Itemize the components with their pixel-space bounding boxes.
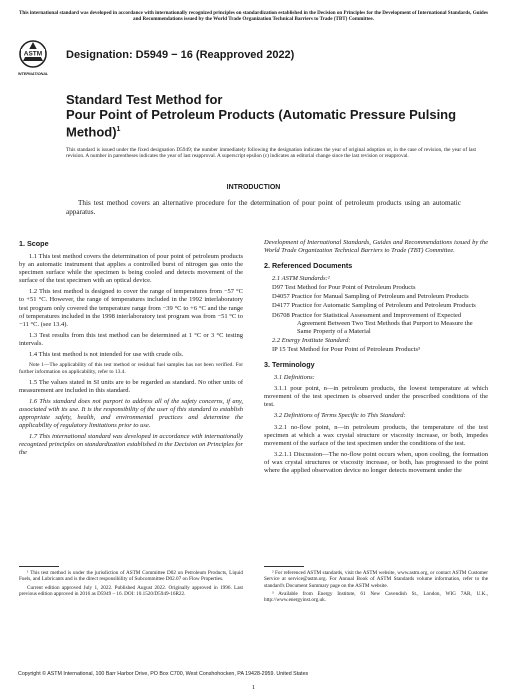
introduction-text: This test method covers an alternative procedure for the determination of pour point of petroleum products using an automatic apparatus. bbox=[66, 199, 461, 216]
footnotes-right bbox=[264, 570, 488, 605]
para-1-7-continued: Development of International Standards, Guides and Recommendations issued by the World Trade Organization Technical Barriers to Trade (TBT) Committee. bbox=[264, 239, 488, 255]
ei-reference-item bbox=[264, 346, 488, 354]
referenced-documents-heading: 2. Referenced Documents bbox=[264, 261, 353, 271]
tbt-notice: This international standard was developed in accordance with internationally recognized principles on standardization established in the Decision on Principles for the Development of International Standards, Guides and Recommendations issued by the World Trade Organization Technical Barriers to Trade (TBT) Committee. bbox=[18, 10, 489, 23]
reference-code: D4057 bbox=[272, 293, 290, 301]
energy-institute-subheading: 2.2 Energy Institute Standard: bbox=[272, 336, 351, 344]
para-1-3: 1.3 Test results from this test method can be determined at 1 °C or 3 °C testing intervals. bbox=[19, 331, 243, 347]
para-1-5: 1.5 The values stated in SI units are to be regarded as standard. No other units of measurement are included in this standard. bbox=[19, 378, 243, 394]
para-3-1: 3.1 Definitions: bbox=[274, 374, 315, 382]
reference-code: IP 15 bbox=[272, 345, 286, 353]
scope-heading: 1. Scope bbox=[19, 239, 49, 248]
para-3-1-1: 3.1.1 pour point, n—in petroleum products, the lowest temperature at which movement of the test specimen is observed under the prescribed conditions of the test. bbox=[264, 385, 488, 409]
reference-title: Test Method for Pour Point of Petroleum Products³ bbox=[287, 345, 420, 353]
logo-subtext: INTERNATIONAL bbox=[18, 72, 48, 76]
introduction-heading: INTRODUCTION bbox=[226, 184, 281, 191]
astm-logo bbox=[18, 39, 48, 83]
logo-text: ASTM bbox=[23, 50, 43, 58]
reference-item bbox=[264, 312, 488, 336]
reference-code: D4177 bbox=[272, 302, 290, 310]
left-column bbox=[19, 239, 243, 461]
para-1-1: 1.1 This test method covers the determination of pour point of petroleum products by an automatic instrument that applies a controlled burst of nitrogen gas onto the specimen surface while the specimen is being cooled and detects movement of the surface of the test specimen with an optical device. bbox=[19, 253, 243, 285]
footnote-3: ³ Available from Energy Institute, 61 New Cavendish St., London, WIG 7AR, U.K., http://www.energyinst.org.uk. bbox=[264, 590, 488, 604]
para-1-6: 1.6 This standard does not purport to address all of the safety concerns, if any, associated with its use. It is the responsibility of the user of this standard to establish appropriate safety, health, and environmental practices and determine the applicability of regulatory limitations prior to use. bbox=[19, 397, 243, 430]
right-column bbox=[264, 239, 488, 478]
footnote-rule-right bbox=[264, 566, 304, 567]
footnote-1: ¹ This test method is under the jurisdiction of ASTM Committee D02 on Petroleum Products, Liquid Fuels, and Lubricants and is the direct responsibility of Subcommittee D02.07 on Flow Properties. bbox=[19, 570, 243, 583]
footnotes-left bbox=[19, 570, 243, 599]
copyright-line: Copyright © ASTM International, 100 Barr Harbor Drive, PO Box C700, West Conshohocken, PA 19428-2959. United States bbox=[18, 671, 309, 677]
reference-code: D6708 bbox=[272, 311, 290, 319]
para-3-2-1: 3.2.1 no-flow point, n—in petroleum products, the temperature of the test specimen at which a wax crystal structure or viscosity increase, or both, impedes movement of the surface of the test specimen under the conditions of the test. bbox=[264, 423, 488, 447]
reference-title: Practice for Manual Sampling of Petroleum and Petroleum Products bbox=[291, 293, 469, 301]
terminology-heading: 3. Terminology bbox=[264, 360, 315, 370]
title-footnote-ref: 1 bbox=[116, 126, 121, 133]
reference-item bbox=[264, 284, 488, 292]
issued-note: This standard is issued under the fixed designation D5949; the number immediately following the designation indicates the year of original adoption or, in the case of revision, the year of last revision. A number in parentheses indicates the year of last reapproval. A superscript epsilon (ε) indicates an editorial change since the last revision or reapproval. bbox=[66, 147, 476, 160]
reference-code: D97 bbox=[272, 284, 284, 292]
reference-item bbox=[264, 293, 488, 301]
footnote-2: ² For referenced ASTM standards, visit the ASTM website, www.astm.org, or contact ASTM Customer Service at service@astm.org. For Annual Book of ASTM Standards volume information, refer to the standard's Document Summary page on the ASTM website. bbox=[264, 570, 488, 589]
note-1: Note 1—The applicability of this test method or residual fuel samples has not been verified. For further information on applicability, refer to 13.4. bbox=[19, 362, 243, 375]
title-line-1: Standard Test Method for bbox=[66, 92, 223, 107]
astm-standards-subheading: 2.1 ASTM Standards:² bbox=[272, 275, 330, 283]
title-main: Pour Point of Petroleum Products (Automatic Pressure Pulsing Method) bbox=[66, 107, 457, 140]
footnote-rule-left bbox=[19, 566, 59, 567]
reference-title: Test Method for Pour Point of Petroleum Products bbox=[284, 284, 416, 292]
page-number: 1 bbox=[251, 684, 256, 691]
para-3-2: 3.2 Definitions of Terms Specific to This Standard: bbox=[274, 412, 406, 420]
reference-title: Practice for Statistical Assessment and Improvement of Expected Agreement Between Two Test Methods that Purport to Measure the Same Property of a Material bbox=[291, 311, 473, 335]
para-1-4: 1.4 This test method is not intended for use with crude oils. bbox=[29, 351, 184, 359]
footnote-1-edition: Current edition approved July 1, 2022. Published August 2022. Originally approved in 1996. Last previous edition approved in 2016 as D5949 – 16. DOI: 10.1520/D5949-16R22. bbox=[19, 584, 243, 597]
para-3-2-1-1: 3.2.1.1 Discussion—The no-flow point occurs when, upon cooling, the formation of wax crystal structures or viscosity increase, or both, has progressed to the point where the applied observation device no longer detects movement under the bbox=[264, 450, 488, 474]
para-1-2: 1.2 This test method is designed to cover the range of temperatures from −57 °C to +51 °C. However, the range of temperatures included in the 1992 interlaboratory test program only covered the temperature range from −39 °C to +6 °C and the range of temperatures included in the 1998 interlaboratory test program was from −51 °C to −11 °C. (see 13.4). bbox=[19, 288, 243, 328]
para-1-7: 1.7 This international standard was developed in accordance with internationally recognized principles on standardization established in the Decision on Principles for the bbox=[19, 433, 243, 457]
document-title bbox=[66, 92, 466, 139]
title-line-2 bbox=[66, 107, 466, 139]
reference-item bbox=[264, 302, 488, 310]
designation: Designation: D5949 − 16 (Reapproved 2022) bbox=[66, 49, 295, 61]
reference-title: Practice for Automatic Sampling of Petroleum and Petroleum Products bbox=[291, 302, 476, 310]
